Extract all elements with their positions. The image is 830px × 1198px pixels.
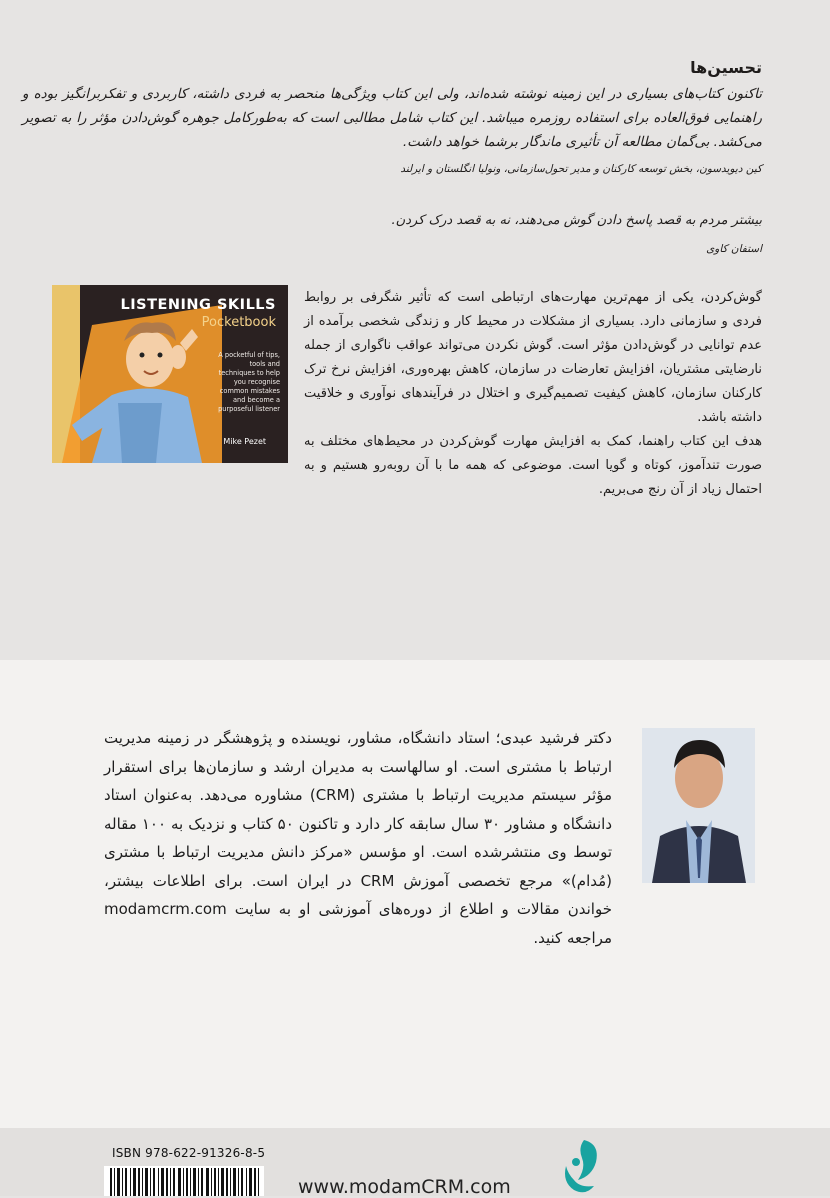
description-paragraph-2: هدف این کتاب راهنما، کمک به افزایش مهارت گوش‌کردن در محیط‌های مختلف به صورت تندآموز، کوتاه و گویا است. موضوعی که همه ما با آن روبه‌رو هستیم و به احتمال زیاد از آن رنج می‌بریم. (304, 434, 762, 497)
cover-blurb: A pocketful of tips, tools and techniques to help you recognise common mistakes and become a purposeful listener (218, 351, 280, 413)
publisher-logo-icon (556, 1136, 604, 1196)
publisher-website: www.modamCRM.com (298, 1176, 511, 1198)
cover-author: Mike Pezet (223, 437, 266, 446)
original-book-cover (52, 285, 288, 463)
author-section (0, 660, 830, 1128)
praise-attribution: کین دیویدسون، بخش توسعه کارکنان و مدیر تحول‌سازمانی، ونولیا انگلستان و ایرلند (400, 163, 762, 175)
praise-heading: تحسین‌ها (690, 58, 762, 77)
back-cover-footer (0, 1128, 830, 1196)
book-description (304, 286, 762, 502)
quote-author: استفان کاوی (706, 243, 762, 255)
description-paragraph-1: گوش‌کردن، یکی از مهم‌ترین مهارت‌های ارتباطی است که تأثیر شگرفی بر روابط فردی و سازمانی دارد. بسیاری از مشکلات در محیط کار و زندگی شخصی برآمده از عدم توانایی در گوش‌دادن مؤثر است. گوش نکردن می‌تواند عواقب ناگواری از جمله نارضایتی مشتریان، افزایش تعارضات در سازمان، کاهش بهره‌وری، افزایش نرخ ترک کارکنان سازمان، کاهش کیفیت تصمیم‌گیری و اختلال در فرآیندهای نوآوری و خلاقیت داشته باشد. (304, 290, 762, 425)
isbn-number: ISBN 978-622-91326-8-5 (112, 1146, 266, 1160)
author-bio: دکتر فرشید عبدی؛ استاد دانشگاه، مشاور، نویسنده و پژوهشگر در زمینه مدیریت ارتباط با مشتری است. او سالهاست به مدیران ارشد و سازمان‌ها برای استقرار مؤثر سیستم مدیریت ارتباط با مشتری (CRM) مشاوره می‌دهد. به‌عنوان استاد دانشگاه و مشاور ۳۰ سال سابقه کار دارد و تاکنون ۵۰ کتاب و نزدیک به ۱۰۰ مقاله توسط وی منتشرشده است. او مؤسس «مرکز دانش مدیریت ارتباط با مشتری (مُدام)» مرجع تخصصی آموزش CRM در ایران است. برای اطلاعات بیشتر، خواندن مقالات و اطلاع از دوره‌های آموزشی او به سایت modamcrm.com مراجعه کنید. (104, 729, 613, 947)
cover-subtitle: Pocketbook (201, 315, 276, 330)
cover-title: LISTENING SKILLS (120, 297, 276, 313)
quote-text: بیشتر مردم به قصد پاسخ دادن گوش می‌دهند، نه به قصد درک کردن. (391, 213, 762, 228)
praise-text: تاکنون کتاب‌های بسیاری در این زمینه نوشته شده‌اند، ولی این کتاب ویژگی‌ها منحصر به فردی داشته، کاربردی و تفکربرانگیز بوده و راهنمایی فوق‌العاده برای استفاده روزمره میباشد. این کتاب شامل مطالبی است که به‌طورکامل جوهره گوش‌دادن مؤثر را به تصویر می‌کشد. بی‌گمان مطالعه آن تأثیری ماندگار برشما خواهد داشت. (22, 86, 762, 150)
barcode (104, 1166, 264, 1196)
author-photo (642, 728, 755, 883)
